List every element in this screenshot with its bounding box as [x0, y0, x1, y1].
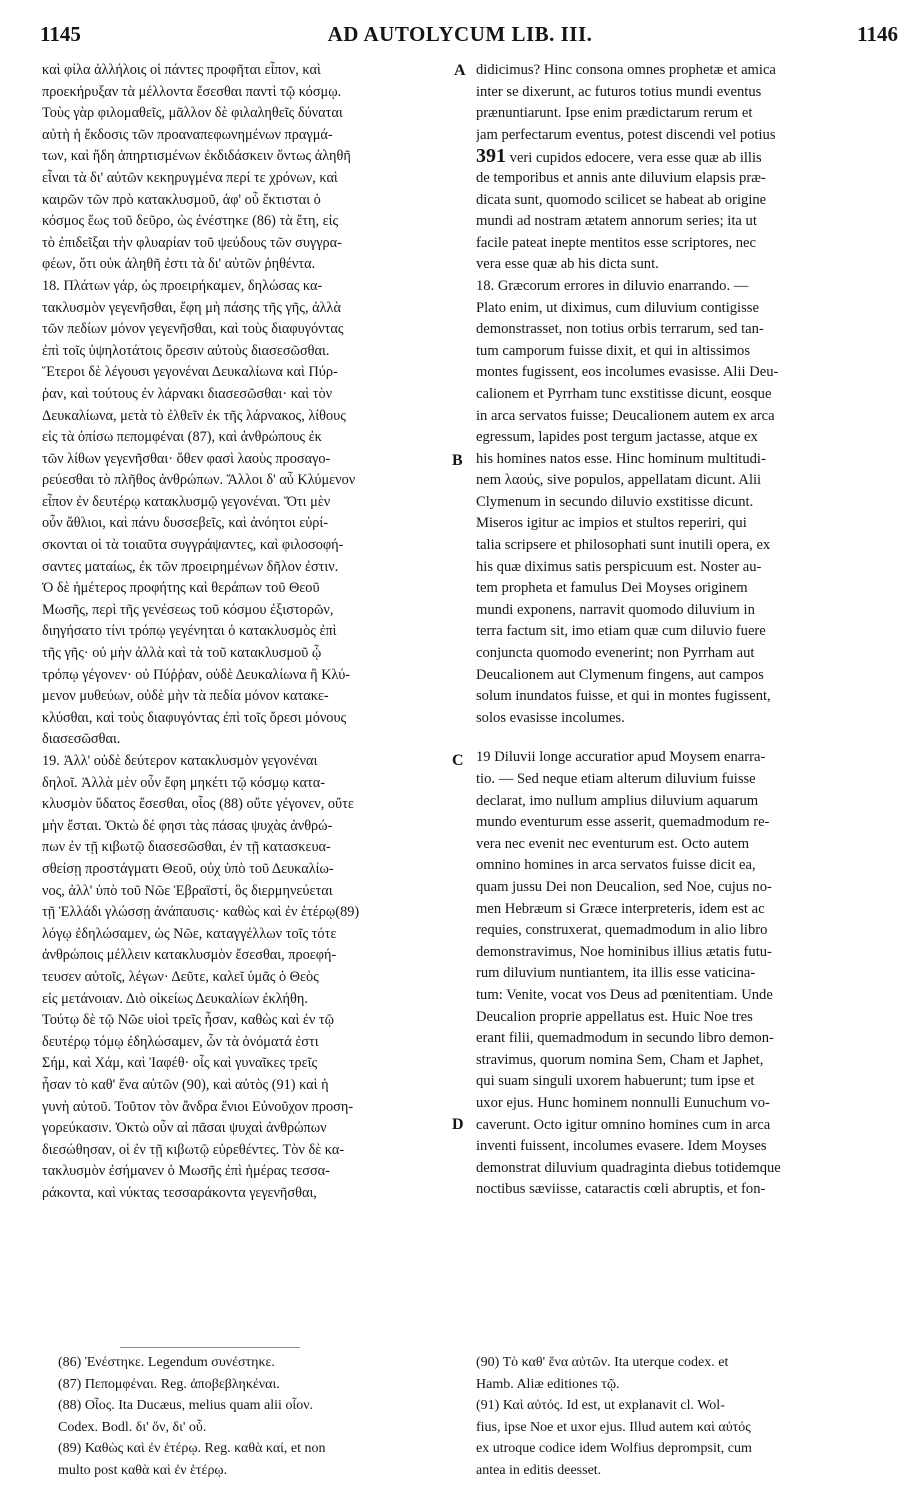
text-line: τὸ ἐπιδεῖξαι τὴν φλυαρίαν τοῦ ψεύδους τῶν συγγρα- — [42, 234, 342, 251]
footnote-line: Hamb. Aliæ editiones τῷ. — [476, 1376, 620, 1392]
text-line: εἶναι τὰ δι' αὐτῶν κεκηρυγμένα περί τε χρόνων, καὶ — [42, 169, 338, 186]
footnotes-left — [58, 1354, 458, 1484]
section-heading-18: 18. Græcorum errores in diluvio enarrando. — — [476, 277, 749, 294]
footnote-divider — [120, 1347, 300, 1348]
text-line: Σήμ, καὶ Χάμ, καὶ Ἰαφέθ· οἷς καὶ γυναῖκες τρεῖς — [42, 1055, 318, 1072]
running-title: AD AUTOLYCUM LIB. III. — [327, 22, 593, 46]
text-line: de temporibus et annis ante diluvium elapsis præ- — [476, 169, 766, 186]
page-number-right: 1146 — [857, 22, 898, 46]
text-line: nem λαούς, sive populos, appellatam dicunt. Alii — [476, 472, 762, 489]
paragraph-gap — [476, 729, 893, 747]
text-line: Miseros igitur ac impios et stultos reperiri, qui — [476, 515, 747, 532]
text-line: των, καὶ ἤδη ἀπηρτισμένων ἐκδιδάσκειν ὄντως ἀληθῆ — [42, 148, 351, 165]
text-line: πων ἐν τῇ κιβωτῷ διασεσῶσθαι, ἐν τῇ κατασκευα- — [42, 839, 331, 856]
text-line: stravimus, quorum nomina Sem, Cham et Japhet, — [476, 1051, 764, 1068]
text-line: uxor ejus. Hunc hominem nonnulli Eunuchum vo- — [476, 1094, 770, 1111]
text-line: ῥαν, καὶ τούτους ἐν λάρνακι διασεσῶσθαι· καὶ τὸν — [42, 385, 333, 402]
text-line: τῇ Ἑλλάδι γλώσσῃ ἀνάπαυσις· καθὼς καὶ ἐν ἑτέρῳ(89) — [42, 904, 360, 921]
text-line: Deucalionem aut Clymenum fingens, aut campos — [476, 666, 764, 683]
greek-paragraph-intro — [42, 60, 457, 276]
text-line: εἰς μετάνοιαν. Διὸ οἰκείως Δευκαλίων ἐκλήθη. — [42, 990, 308, 1007]
text-line: καιρῶν τῶν πρὸ κατακλυσμοῦ, ἀφ' οὗ ἔκτισται ὁ — [42, 191, 321, 208]
text-line: ἀνθρώποις μέλλειν κατακλυσμὸν ἔσεσθαι, προεφή- — [42, 947, 337, 964]
text-line: Ἕτεροι δὲ λέγουσι γεγονέναι Δευκαλίωνα καὶ Πύρ- — [42, 364, 338, 381]
text-line: mundo eventurum esse asserit, quemadmodum re- — [476, 814, 770, 831]
text-line: jam perfectarum eventus, potest discendi vel potius — [476, 126, 776, 143]
footnote-line: (86) Ἐνέστηκε. Legendum συνέστηκε. — [58, 1355, 275, 1370]
text-line: καὶ φίλα ἀλλήλοις οἱ πάντες προφῆται εἶπον, καὶ — [42, 62, 321, 78]
text-line: prænuntiarunt. Ipse enim prædictarum rerum et — [476, 105, 753, 122]
footnote-line: antea in editis deesset. — [476, 1462, 602, 1478]
text-line: δευτέρῳ τόμῳ ἐδηλώσαμεν, ὧν τὰ ὀνόματά ἐστι — [42, 1033, 319, 1050]
text-line: men Hebræum si Græce interpreteris, idem est ac — [476, 900, 765, 917]
text-line: κλύσθαι, καὶ τοὺς διαφυγόντας ἐπὶ τοῖς ὄρεσι μόνους — [42, 709, 347, 726]
text-line: qui suam singuli uxorem habuerunt; tum ipse et — [476, 1073, 755, 1090]
text-line: σκονται οἱ τὰ τοιαῦτα συγγράψαντες, καὶ φιλοσοφή- — [42, 537, 344, 554]
text-line: τῆς γῆς· οὐ μὴν ἀλλὰ καὶ τὰ τοῦ κατακλυσμοῦ ᾧ — [42, 645, 322, 662]
text-line: calionem et Pyrrham tunc exstitisse dicunt, eosque — [476, 385, 772, 402]
text-line: Ὁ δὲ ἡμέτερος προφήτης καὶ θεράπων τοῦ Θεοῦ — [42, 580, 320, 597]
text-line: γορεύκασιν. Ὀκτὼ οὖν αἱ πᾶσαι ψυχαὶ ἀνθρώπων — [42, 1120, 327, 1137]
text-line: omnino homines in arca servatos fuisse dicit ea, — [476, 857, 756, 874]
latin-paragraph-19 — [476, 747, 893, 1200]
text-line: διηγήσατο τίνι τρόπῳ γεγένηται ὁ κατακλυσμὸς ἐπὶ — [42, 623, 337, 640]
text-line: talia scripsere et philosophati sunt inutili opera, ex — [476, 537, 771, 554]
text-line: montes fugissent, eos incolumes evasisse. Alii Deu- — [476, 364, 779, 381]
text-line: Plato enim, ut diximus, cum diluvium contigisse — [476, 299, 759, 316]
text-line: φέων, ὅτι οὐκ ἀληθῆ ἐστι τὰ δι' αὐτῶν ῥηθέντα. — [42, 256, 316, 273]
text-line: μὴν ἔσται. Ὀκτὼ δέ φησι τὰς πάσας ψυχὰς ἀνθρώ- — [42, 817, 333, 834]
text-line: demonstrasset, non totius orbis terrarum, sed tan- — [476, 321, 764, 338]
text-line: mundi exponens, narravit quomodo diluvium in — [476, 601, 755, 618]
footnote-line: (89) Καθὼς καὶ ἐν ἑτέρῳ. Reg. καθὰ καί, et non — [58, 1441, 326, 1457]
text-line: noctibus sæviisse, cataractis cœli abruptis, et fon- — [476, 1181, 766, 1198]
text-line-content: veri cupidos edocere, vera esse quæ ab illis — [509, 150, 762, 167]
text-line: tio. — Sed neque etiam alterum diluvium fuisse — [476, 771, 756, 787]
text-line: τρόπῳ γέγονεν· οὐ Πύῤῥαν, οὐδὲ Δευκαλίωνα ἢ Κλύ- — [42, 666, 351, 683]
text-line: caverunt. Octo igitur omnino homines cum in arca — [476, 1116, 771, 1133]
text-line: τῶν πεδίων μόνον γεγενῆσθαι, καὶ τοὺς διαφυγόντας — [42, 321, 344, 338]
text-line: γυνὴ αὐτοῦ. Τοῦτον τὸν ἄνδρα ἔνιοι Εὐνοῦχον προση- — [42, 1098, 354, 1115]
text-line: προεκήρυξαν τὰ μέλλοντα ἔσεσθαι παντὶ τῷ κόσμῳ. — [42, 83, 342, 100]
greek-column — [42, 60, 457, 1204]
text-line: didicimus? Hinc consona omnes prophetæ et amica — [476, 62, 776, 78]
text-line: κόσμος ἕως τοῦ δεῦρο, ὡς ἐνέστηκε (86) τὰ ἔτη, εἰς — [42, 213, 339, 230]
text-line: dicata sunt, quomodo scilicet se habeat ab origine — [476, 191, 767, 208]
text-line: declarat, imo nullum amplius diluvium aquarum — [476, 792, 759, 809]
text-line: σαντες ματαίως, ἐκ τῶν προειρημένων δῆλον ἐστιν. — [42, 558, 339, 575]
text-line: λόγῳ ἐδηλώσαμεν, ὡς Νῶε, καταγγέλλων τοῖς τότε — [42, 925, 337, 942]
text-line: ἦσαν τὸ καθ' ἕνα αὐτῶν (90), καὶ αὐτὸς (91) καὶ ἡ — [42, 1076, 329, 1093]
text-line: conjuncta quomodo evenerint; non Pyrrham aut — [476, 645, 755, 662]
text-line: τακλυσμὸν γεγενῆσθαι, ἔφη μὴ πάσης τῆς γῆς, ἀλλὰ — [42, 299, 341, 316]
text-line: αὐτὴ ἡ ἔκδοσις τῶν προαναπεφωνημένων πραγμά- — [42, 126, 333, 143]
margin-letter-a: A — [454, 62, 466, 79]
text-line: rum diluvium nuntiantem, ita illis esse vaticina- — [476, 965, 756, 982]
text-line: facile pateat inepte mentitos esse scriptores, nec — [476, 234, 757, 251]
latin-column — [476, 60, 893, 1201]
text-line: δηλοῖ. Ἀλλὰ μὲν οὖν ἔφη μηκέτι τῷ κόσμῳ κατα- — [42, 774, 326, 791]
text-line: εἰς τὰ ὀπίσω πεπομφέναι (87), καὶ ἀνθρώπους ἐκ — [42, 429, 322, 446]
text-line: vera nec evenit nec eventurum est. Octo autem — [476, 835, 750, 852]
margin-letter-c: C — [452, 752, 464, 769]
text-line: tem propheta et famulus Dei Moyses originem — [476, 580, 748, 597]
text-line: τῶν λίθων γεγενῆσθαι· ὅθεν φασὶ λαοὺς προσαγο- — [42, 450, 331, 467]
text-line: σθείσῃ προστάγματι Θεοῦ, οὐχ ὑπὸ τοῦ Δευκαλίω- — [42, 860, 334, 877]
text-line: inventi fuissent, incolumes evasere. Idem Moyses — [476, 1138, 767, 1155]
text-line: solum inundatos fuisse, et qui in montes fugissent, — [476, 688, 771, 705]
footnote-line: ex utroque codice idem Wolfius deprompsit, cum — [476, 1441, 752, 1457]
text-line: 19. Ἀλλ' οὐδὲ δεύτερον κατακλυσμὸν γεγονέναι — [42, 753, 318, 769]
text-line: solos evasisse incolumes. — [476, 709, 625, 726]
page-badge: 391 — [476, 146, 506, 168]
footnote-line: (91) Καὶ αὐτός. Id est, ut explanavit cl. Wol- — [476, 1398, 725, 1414]
footnotes-right — [476, 1354, 893, 1484]
text-line: quam jussu Dei non Deucalion, sed Noe, cujus no- — [476, 878, 772, 895]
text-line: Clymenum in secundo diluvio exstitisse dicunt. — [476, 493, 754, 510]
text-line: διασεσῶσθαι. — [42, 731, 121, 748]
text-line: εἶπον ἐν δευτέρῳ κατακλυσμῷ γεγονέναι. Ὅτι μὲν — [42, 493, 331, 510]
text-line — [476, 146, 893, 168]
text-line: tum: Venite, vocat vos Deus ad pœnitentiam. Unde — [476, 986, 773, 1003]
page-number-left: 1145 — [40, 22, 81, 46]
latin-paragraph-intro — [476, 60, 893, 276]
text-line: τευσεν αὐτοῖς, λέγων· Δεῦτε, καλεῖ ὑμᾶς ὁ Θεὸς — [42, 968, 319, 985]
text-line: Μωσῆς, περὶ τῆς γενέσεως τοῦ κόσμου ἐξιστορῶν, — [42, 601, 334, 618]
text-line: Τοὺς γὰρ φιλομαθεῖς, μᾶλλον δὲ φιλαληθεῖς δύναται — [42, 105, 343, 122]
footnote-line: fius, ipse Noe et uxor ejus. Illud autem καὶ αὐτός — [476, 1419, 751, 1435]
text-line: Deucalion proprie appellatus est. Huic Noe tres — [476, 1008, 753, 1025]
text-line: Τούτῳ δὲ τῷ Νῶε υἱοὶ τρεῖς ἦσαν, καθὼς καὶ ἐν τῷ — [42, 1012, 335, 1029]
text-line: mundi ad nostram ætatem annorum series; ita ut — [476, 213, 757, 230]
text-line: τακλυσμὸν ἐσήμανεν ὁ Μωσῆς ἐπὶ ἡμέρας τεσσα- — [42, 1163, 330, 1180]
latin-paragraph-18 — [476, 276, 893, 729]
greek-paragraph-18 — [42, 276, 457, 751]
margin-letter-d: D — [452, 1116, 464, 1133]
text-line: demonstravimus, Noe hominibus illius ætatis futu- — [476, 943, 772, 960]
text-line: demonstrat diluvium quadraginta diebus totidemque — [476, 1159, 781, 1176]
text-line: διεσώθησαν, οἱ ἐν τῇ κιβωτῷ εὑρεθέντες. Τὸν δὲ κα- — [42, 1141, 345, 1158]
text-line: ἐπὶ τοῖς ὑψηλοτάτοις ὄρεσιν αὐτοὺς διασεσῶσθαι. — [42, 342, 330, 359]
section-heading-19: 19 Diluvii longe accuratior apud Moysem enarra- — [476, 749, 766, 766]
text-line: requies, construxerat, quemadmodum in alio libro — [476, 922, 768, 939]
text-line: Δευκαλίωνα, μετὰ τὸ ἐλθεῖν ἐκ τῆς λάρνακος, λίθους — [42, 407, 346, 424]
text-line: in arca servatos fuisse; Deucalionem autem ex arca — [476, 407, 775, 424]
footnote-line: multo post καθὰ καὶ ἐν ἑτέρῳ. — [58, 1462, 228, 1478]
text-line: tum camporum fuisse dixit, et qui in altissimos — [476, 342, 751, 359]
text-line: inter se dixerunt, ac futuros totius mundi eventus — [476, 83, 762, 100]
margin-letter-b: B — [452, 452, 463, 469]
text-line: his homines natos esse. Hinc hominum multitudi- — [476, 450, 766, 467]
greek-paragraph-19 — [42, 751, 457, 1204]
text-line: terra factum sit, imo etiam quæ cum diluvio fuere — [476, 623, 766, 640]
footnote-line: (90) Τὸ καθ' ἕνα αὐτῶν. Ita uterque codex. et — [476, 1355, 729, 1370]
text-line: his quæ diximus satis perspicuum est. Noster au- — [476, 558, 762, 575]
text-line: egressum, lapides post tergum jactasse, atque ex — [476, 429, 758, 446]
footnote-line: (88) Οἷος. Ita Ducæus, melius quam alii οἷον. — [58, 1398, 314, 1414]
text-line: ρεύεσθαι τὸ πλῆθος ἀνθρώπων. Ἄλλοι δ' αὖ Κλύμενον — [42, 472, 356, 489]
text-line: οὖν ἄθλιοι, καὶ πάνυ δυσσεβεῖς, καὶ ἀνόητοι εὑρί- — [42, 515, 329, 532]
text-line: κλυσμὸν ὕδατος ἔσεσθαι, οἷος (88) οὔτε γέγονεν, οὔτε — [42, 796, 354, 813]
text-line: 18. Πλάτων γάρ, ὡς προειρήκαμεν, δηλώσας κα- — [42, 277, 323, 294]
text-line: νος, ἀλλ' ὑπὸ τοῦ Νῶε Ἑβραϊστί, ὃς διερμηνεύεται — [42, 882, 333, 899]
text-line: vera esse quæ ab his dicta sunt. — [476, 256, 659, 273]
text-line: ράκοντα, καὶ νύκτας τεσσαράκοντα γεγενῆσθαι, — [42, 1184, 317, 1201]
footnote-line: Codex. Bodl. δι' ὅν, δι' οὗ. — [58, 1419, 207, 1435]
text-line: erant filii, quemadmodum in secundo libro demon- — [476, 1030, 774, 1047]
footnote-line: (87) Πεπομφέναι. Reg. ἀποβεβληκέναι. — [58, 1376, 280, 1392]
text-line: μενον μυθεύων, οὐδὲ μὴν τὰ πεδία μόνον κατακε- — [42, 688, 329, 705]
page-header — [0, 22, 920, 52]
